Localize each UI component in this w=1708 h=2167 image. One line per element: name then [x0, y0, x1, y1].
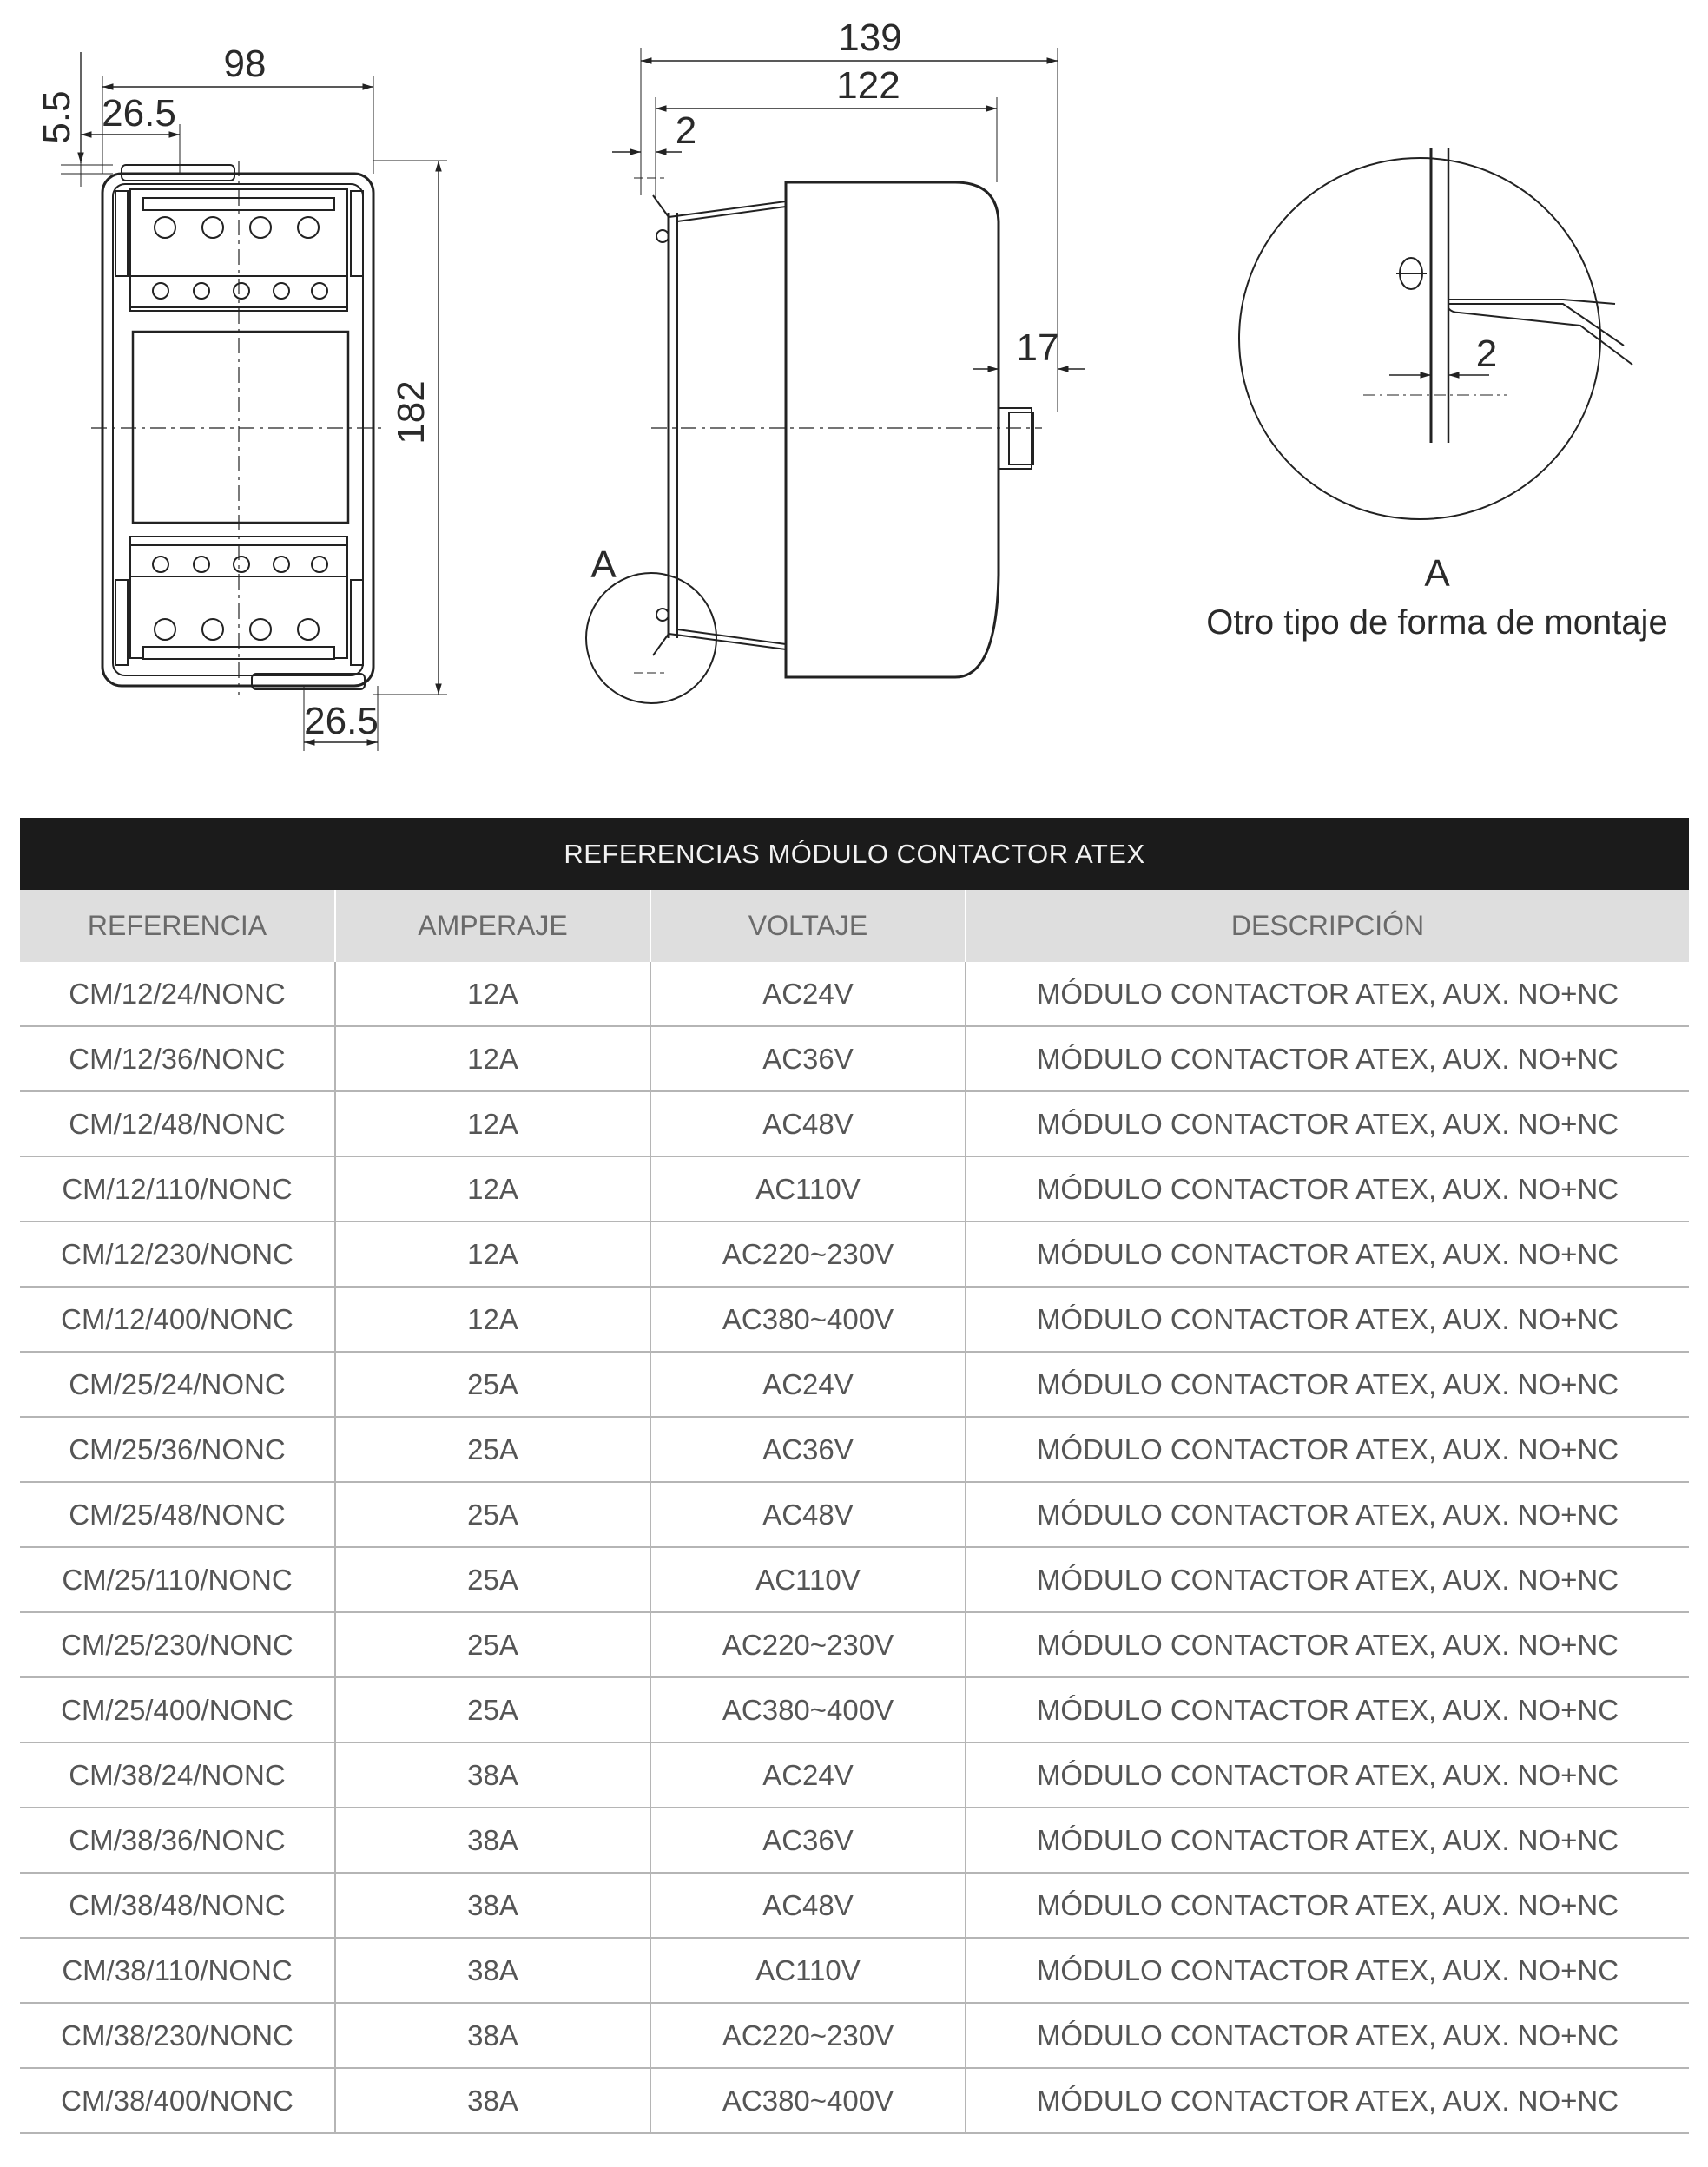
cell-descripcion: MÓDULO CONTACTOR ATEX, AUX. NO+NC [966, 1026, 1689, 1091]
cell-descripcion: MÓDULO CONTACTOR ATEX, AUX. NO+NC [966, 1287, 1689, 1352]
table-row [20, 1417, 1689, 1482]
table-row [20, 1808, 1689, 1873]
cell-amperaje: 12A [335, 1222, 650, 1287]
cell-voltaje: AC36V [650, 1417, 966, 1482]
dim-side-total-depth: 139 [838, 16, 902, 59]
detail-view-a [1239, 148, 1632, 519]
cell-referencia: CM/25/48/NONC [20, 1482, 335, 1547]
cell-amperaje: 38A [335, 1873, 650, 1938]
table-row [20, 1026, 1689, 1091]
cell-referencia: CM/12/230/NONC [20, 1222, 335, 1287]
table-row [20, 1352, 1689, 1417]
dim-front-terminal-bottom: 26.5 [304, 700, 379, 742]
cell-voltaje: AC24V [650, 1352, 966, 1417]
references-table [20, 818, 1689, 2134]
cell-referencia: CM/38/36/NONC [20, 1808, 335, 1873]
table-row [20, 1873, 1689, 1938]
cell-descripcion: MÓDULO CONTACTOR ATEX, AUX. NO+NC [966, 2068, 1689, 2133]
cell-referencia: CM/38/110/NONC [20, 1938, 335, 2003]
dim-side-protrusion: 17 [1016, 326, 1059, 369]
table-row [20, 1222, 1689, 1287]
cell-voltaje: AC48V [650, 1091, 966, 1156]
cell-amperaje: 12A [335, 962, 650, 1026]
cell-referencia: CM/38/48/NONC [20, 1873, 335, 1938]
cell-referencia: CM/38/24/NONC [20, 1742, 335, 1808]
cell-amperaje: 12A [335, 1026, 650, 1091]
cell-amperaje: 12A [335, 1287, 650, 1352]
table-row [20, 1156, 1689, 1222]
cell-descripcion: MÓDULO CONTACTOR ATEX, AUX. NO+NC [966, 1742, 1689, 1808]
cell-voltaje: AC110V [650, 1547, 966, 1612]
cell-descripcion: MÓDULO CONTACTOR ATEX, AUX. NO+NC [966, 1091, 1689, 1156]
cell-amperaje: 38A [335, 2068, 650, 2133]
table-row [20, 1482, 1689, 1547]
cell-descripcion: MÓDULO CONTACTOR ATEX, AUX. NO+NC [966, 1547, 1689, 1612]
cell-referencia: CM/25/110/NONC [20, 1547, 335, 1612]
cell-voltaje: AC220~230V [650, 1222, 966, 1287]
dim-front-height: 182 [390, 380, 432, 445]
cell-voltaje: AC110V [650, 1156, 966, 1222]
cell-referencia: CM/12/110/NONC [20, 1156, 335, 1222]
detail-label-a: A [1424, 552, 1450, 595]
cell-amperaje: 38A [335, 1938, 650, 2003]
cell-voltaje: AC48V [650, 1482, 966, 1547]
cell-amperaje: 25A [335, 1352, 650, 1417]
cell-amperaje: 38A [335, 2003, 650, 2068]
cell-descripcion: MÓDULO CONTACTOR ATEX, AUX. NO+NC [966, 1352, 1689, 1417]
table-title-row [20, 818, 1689, 890]
dim-side-flange: 2 [675, 109, 697, 152]
cell-descripcion: MÓDULO CONTACTOR ATEX, AUX. NO+NC [966, 1873, 1689, 1938]
cell-voltaje: AC380~400V [650, 1677, 966, 1742]
technical-drawings [0, 0, 1708, 786]
cell-descripcion: MÓDULO CONTACTOR ATEX, AUX. NO+NC [966, 2003, 1689, 2068]
cell-voltaje: AC220~230V [650, 2003, 966, 2068]
cell-referencia: CM/12/36/NONC [20, 1026, 335, 1091]
top-terminal-screws [153, 217, 327, 299]
cell-voltaje: AC24V [650, 962, 966, 1026]
cell-referencia: CM/25/230/NONC [20, 1612, 335, 1677]
cell-amperaje: 38A [335, 1808, 650, 1873]
dim-side-body-depth: 122 [836, 64, 900, 107]
table-row [20, 1287, 1689, 1352]
cell-descripcion: MÓDULO CONTACTOR ATEX, AUX. NO+NC [966, 1808, 1689, 1873]
cell-amperaje: 25A [335, 1612, 650, 1677]
cell-descripcion: MÓDULO CONTACTOR ATEX, AUX. NO+NC [966, 1612, 1689, 1677]
cell-descripcion: MÓDULO CONTACTOR ATEX, AUX. NO+NC [966, 962, 1689, 1026]
cell-referencia: CM/12/24/NONC [20, 962, 335, 1026]
cell-amperaje: 12A [335, 1091, 650, 1156]
cell-referencia: CM/25/400/NONC [20, 1677, 335, 1742]
cell-voltaje: AC380~400V [650, 2068, 966, 2133]
table-header-row [20, 890, 1689, 962]
table-row [20, 2003, 1689, 2068]
cell-descripcion: MÓDULO CONTACTOR ATEX, AUX. NO+NC [966, 1417, 1689, 1482]
cell-referencia: CM/38/230/NONC [20, 2003, 335, 2068]
table-row [20, 1612, 1689, 1677]
column-header-amperaje: AMPERAJE [335, 890, 650, 962]
cell-voltaje: AC380~400V [650, 1287, 966, 1352]
cell-amperaje: 25A [335, 1547, 650, 1612]
cell-referencia: CM/25/24/NONC [20, 1352, 335, 1417]
table-row [20, 1547, 1689, 1612]
column-header-voltaje: VOLTAJE [650, 890, 966, 962]
cell-descripcion: MÓDULO CONTACTOR ATEX, AUX. NO+NC [966, 1482, 1689, 1547]
dim-front-terminal-top: 26.5 [102, 92, 176, 135]
cell-amperaje: 12A [335, 1156, 650, 1222]
cell-descripcion: MÓDULO CONTACTOR ATEX, AUX. NO+NC [966, 1677, 1689, 1742]
cell-amperaje: 25A [335, 1417, 650, 1482]
cell-amperaje: 25A [335, 1482, 650, 1547]
cell-voltaje: AC36V [650, 1026, 966, 1091]
cell-voltaje: AC36V [650, 1808, 966, 1873]
cell-referencia: CM/12/400/NONC [20, 1287, 335, 1352]
table-title: REFERENCIAS MÓDULO CONTACTOR ATEX [20, 818, 1689, 890]
cell-referencia: CM/38/400/NONC [20, 2068, 335, 2133]
cell-descripcion: MÓDULO CONTACTOR ATEX, AUX. NO+NC [966, 1938, 1689, 2003]
cell-amperaje: 25A [335, 1677, 650, 1742]
table-row [20, 1091, 1689, 1156]
dim-detail-gap: 2 [1475, 333, 1498, 375]
cell-voltaje: AC48V [650, 1873, 966, 1938]
cell-voltaje: AC24V [650, 1742, 966, 1808]
cell-voltaje: AC110V [650, 1938, 966, 2003]
table-row [20, 1742, 1689, 1808]
detail-marker-a: A [590, 543, 617, 586]
table-row [20, 1938, 1689, 2003]
cell-referencia: CM/12/48/NONC [20, 1091, 335, 1156]
table-row [20, 2068, 1689, 2133]
column-header-referencia: REFERENCIA [20, 890, 335, 962]
cell-referencia: CM/25/36/NONC [20, 1417, 335, 1482]
table-row [20, 1677, 1689, 1742]
dim-front-width: 98 [223, 43, 267, 85]
bottom-terminal-screws [153, 557, 327, 640]
detail-caption: Otro tipo de forma de montaje [1206, 603, 1668, 642]
dim-front-offset-top: 5.5 [36, 90, 78, 144]
table-body [20, 962, 1689, 2133]
column-header-descripcion: DESCRIPCIÓN [966, 890, 1689, 962]
cell-amperaje: 38A [335, 1742, 650, 1808]
cell-descripcion: MÓDULO CONTACTOR ATEX, AUX. NO+NC [966, 1156, 1689, 1222]
cell-descripcion: MÓDULO CONTACTOR ATEX, AUX. NO+NC [966, 1222, 1689, 1287]
cell-voltaje: AC220~230V [650, 1612, 966, 1677]
side-view [586, 48, 1085, 703]
table-row [20, 962, 1689, 1026]
